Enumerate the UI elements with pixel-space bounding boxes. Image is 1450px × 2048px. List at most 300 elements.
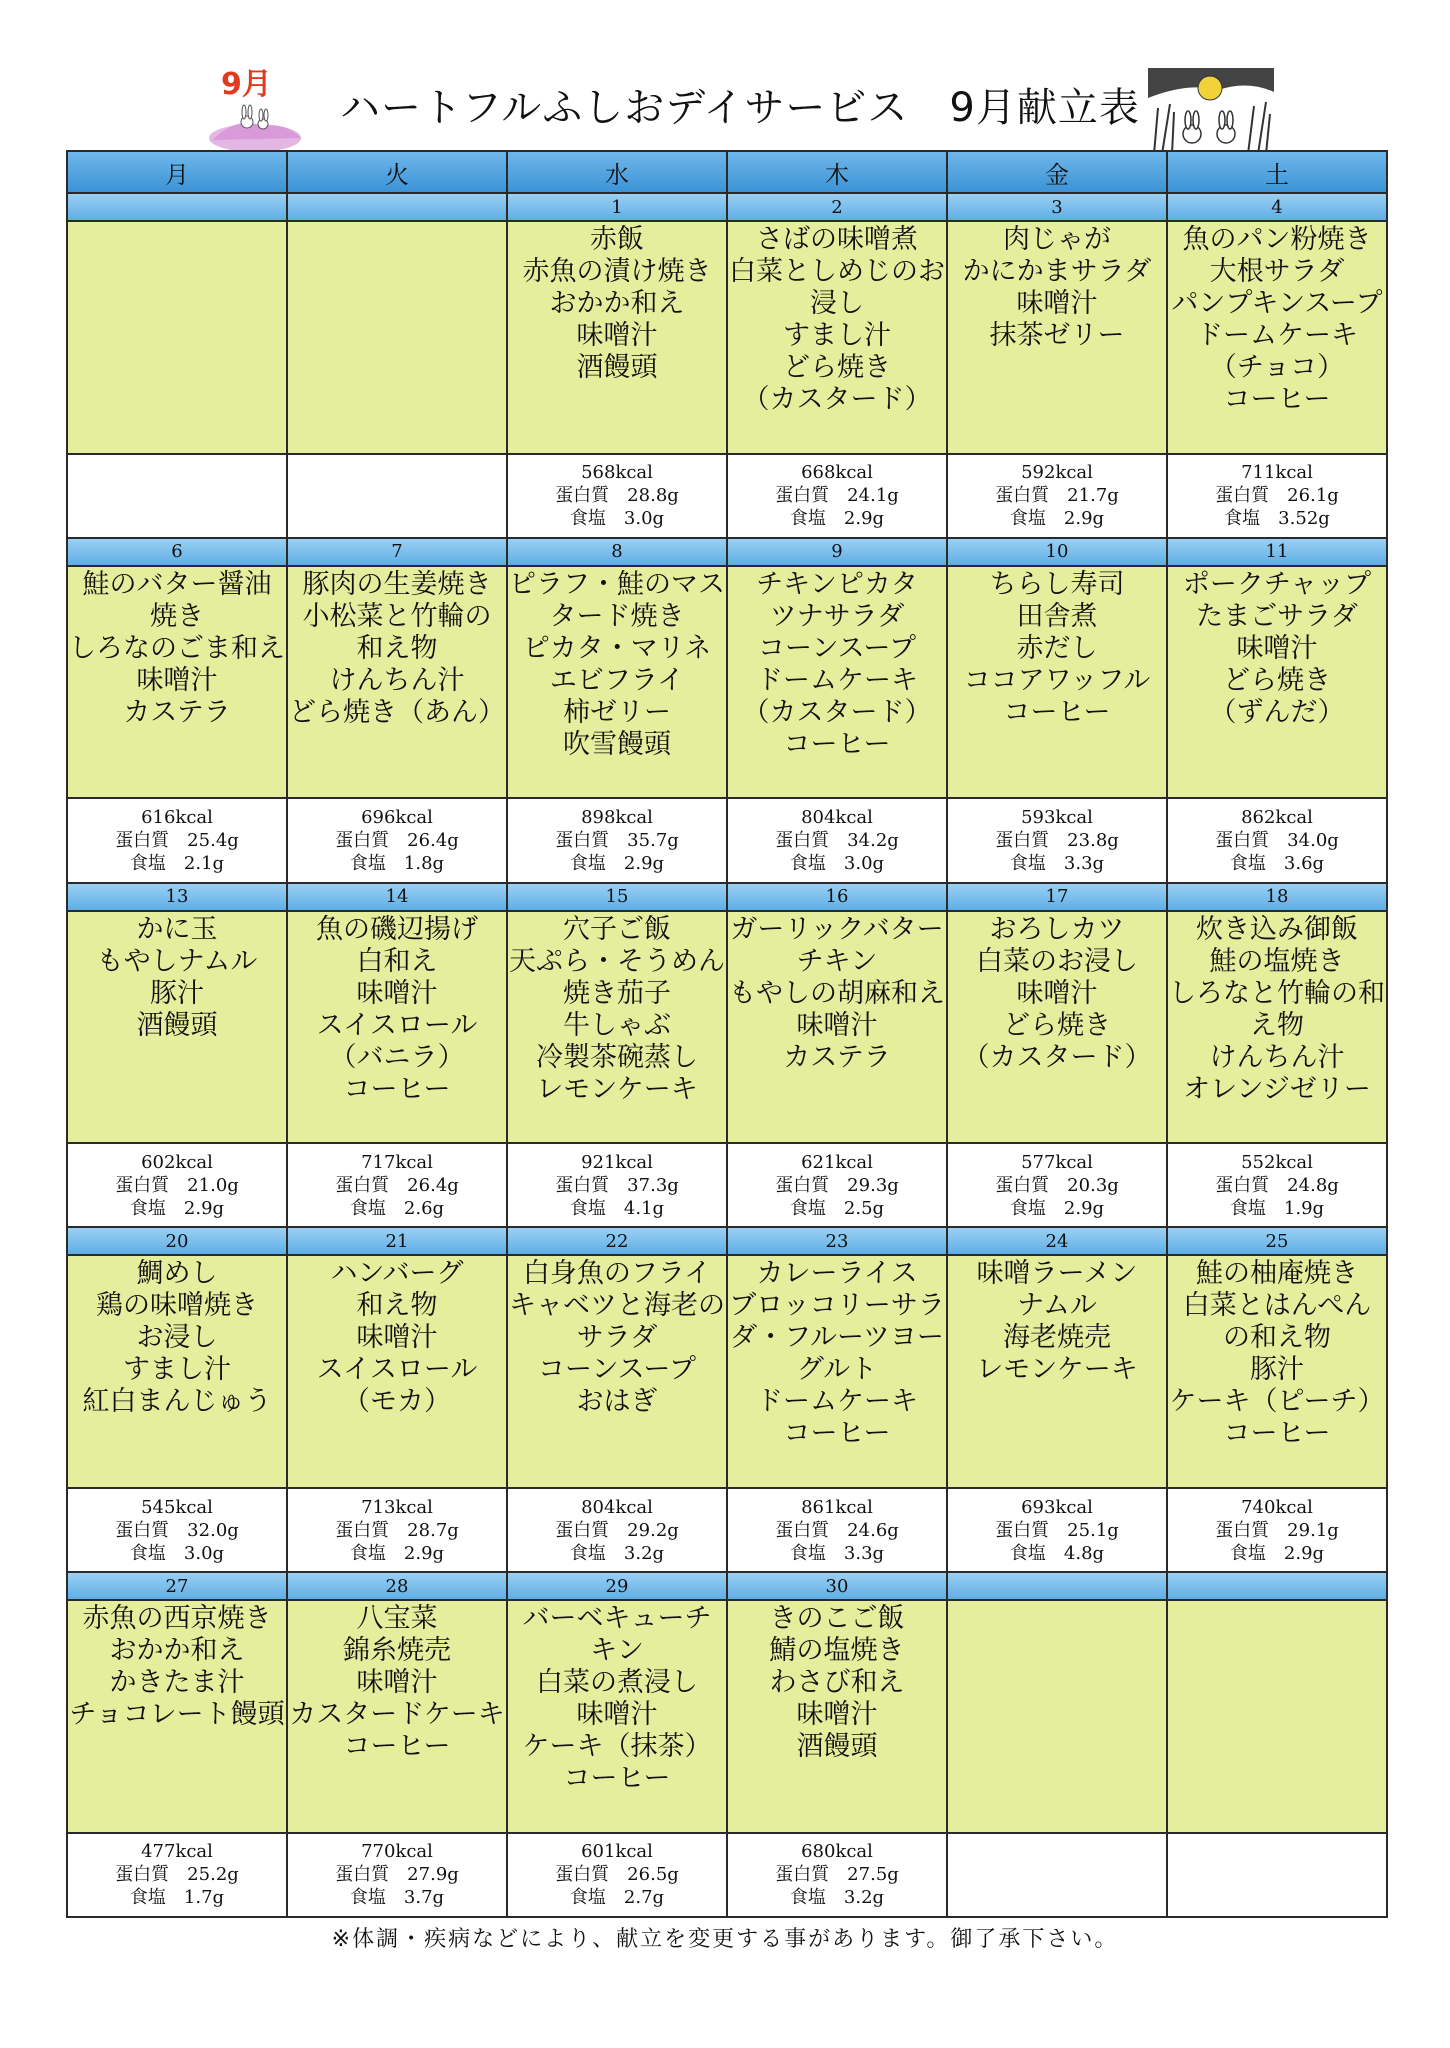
nutrition-cell	[947, 454, 1167, 538]
menu-item: 錦糸焼売	[343, 1635, 451, 1667]
day-number: 27	[67, 1572, 287, 1600]
calories-value: 696kcal	[361, 807, 433, 829]
menu-item: もやしナムル	[96, 945, 258, 977]
menu-item: どら焼き	[783, 352, 891, 384]
menu-cell	[727, 566, 947, 799]
menu-item: ツナサラダ	[769, 600, 905, 632]
menu-item: 肉じゃが	[1003, 224, 1111, 256]
nutrition-row	[67, 454, 1387, 538]
menu-item: 小松菜と竹輪の	[302, 600, 492, 632]
menu-item: もやしの胡麻和え	[729, 977, 945, 1009]
calories-value: 770kcal	[361, 1841, 433, 1863]
logo-text: 9月	[221, 67, 272, 102]
menu-item: ココアワッフル	[963, 664, 1151, 696]
nutrition-cell	[507, 1833, 727, 1917]
menu-item: かきたま汁	[109, 1667, 245, 1699]
calories-value: 616kcal	[141, 807, 213, 829]
day-number: 6	[67, 538, 287, 566]
day-number: 9	[727, 538, 947, 566]
menu-item: レモンケーキ	[976, 1354, 1138, 1386]
nutrition-cell	[67, 1833, 287, 1917]
day-number: 2	[727, 193, 947, 221]
calories-value: 804kcal	[801, 807, 873, 829]
salt-value: 食塩 2.5g	[789, 1197, 885, 1219]
menu-item: （カスタード）	[742, 384, 932, 416]
menu-item: 焼き	[150, 600, 204, 632]
salt-value: 食塩 4.8g	[1009, 1542, 1105, 1564]
menu-row	[67, 221, 1387, 454]
calories-value: 477kcal	[141, 1841, 213, 1863]
calories-value: 898kcal	[581, 807, 653, 829]
calories-value: 593kcal	[1021, 807, 1093, 829]
protein-value: 蛋白質 26.5g	[555, 1864, 679, 1886]
menu-item: 白菜とはんぺん	[1182, 1290, 1372, 1322]
menu-item: さばの味噌煮	[756, 224, 918, 256]
protein-value: 蛋白質 20.3g	[995, 1174, 1119, 1196]
menu-item: ハンバーグ	[330, 1258, 464, 1290]
menu-item: 味噌汁	[136, 664, 218, 696]
nutrition-row	[67, 798, 1387, 882]
menu-item: 焼き茄子	[563, 977, 671, 1009]
menu-item: 酒饅頭	[796, 1731, 878, 1763]
protein-value: 蛋白質 28.8g	[555, 485, 679, 507]
menu-item: コーンスープ	[758, 632, 916, 664]
menu-cell	[67, 911, 287, 1144]
salt-value: 食塩 2.1g	[129, 853, 225, 875]
menu-item: ナムル	[1017, 1290, 1097, 1322]
menu-item: 豚肉の生姜焼き	[302, 568, 492, 600]
menu-item: 和え物	[356, 1290, 438, 1322]
menu-item: 八宝菜	[356, 1603, 438, 1635]
menu-item: 白菜のお浸し	[976, 945, 1138, 977]
nutrition-cell	[67, 1143, 287, 1227]
weekday-header: 土	[1167, 151, 1387, 193]
page-header	[0, 0, 1450, 148]
menu-item: レモンケーキ	[536, 1073, 698, 1105]
nutrition-cell	[727, 798, 947, 882]
menu-item: ポークチャップ	[1182, 568, 1372, 600]
salt-value: 食塩 2.9g	[1009, 1197, 1105, 1219]
nutrition-cell	[287, 798, 507, 882]
menu-cell	[947, 911, 1167, 1144]
day-number: 25	[1167, 1227, 1387, 1255]
weekday-header-row	[67, 151, 1387, 193]
menu-row	[67, 1255, 1387, 1488]
day-number-row	[67, 193, 1387, 221]
menu-cell	[1167, 1600, 1387, 1833]
menu-cell	[507, 911, 727, 1144]
menu-cell	[947, 1600, 1167, 1833]
menu-item: 白和え	[356, 945, 438, 977]
menu-item: 抹茶ゼリー	[989, 320, 1125, 352]
protein-value: 蛋白質 27.9g	[335, 1864, 459, 1886]
protein-value: 蛋白質 37.3g	[555, 1174, 679, 1196]
menu-cell	[67, 221, 287, 454]
day-number-row	[67, 883, 1387, 911]
day-number: 24	[947, 1227, 1167, 1255]
nutrition-cell	[947, 1833, 1167, 1917]
salt-value: 食塩 3.7g	[349, 1887, 445, 1909]
menu-item: ピカタ・マリネ	[522, 632, 712, 664]
menu-item: 味噌汁	[796, 1009, 878, 1041]
menu-item: 味噌汁	[1016, 288, 1098, 320]
menu-cell	[1167, 566, 1387, 799]
menu-item: ケーキ（ピーチ）	[1169, 1386, 1385, 1418]
menu-item: 天ぷら・そうめん	[509, 945, 725, 977]
menu-item: わさび和え	[769, 1667, 905, 1699]
salt-value: 食塩 4.1g	[569, 1197, 665, 1219]
menu-item: 味噌汁	[576, 1699, 658, 1731]
menu-cell	[67, 1255, 287, 1488]
menu-item: （チョコ）	[1209, 352, 1345, 384]
day-number: 11	[1167, 538, 1387, 566]
menu-item: チョコレート饅頭	[69, 1699, 285, 1731]
salt-value: 食塩 2.9g	[1229, 1542, 1325, 1564]
menu-item: きのこご飯	[769, 1603, 905, 1635]
calories-value: 862kcal	[1241, 807, 1313, 829]
menu-cell	[507, 1255, 727, 1488]
menu-item: 白菜の煮浸し	[536, 1667, 698, 1699]
menu-item: 海老焼売	[1003, 1322, 1111, 1354]
menu-item: ちらし寿司	[989, 568, 1125, 600]
salt-value: 食塩 3.3g	[789, 1542, 885, 1564]
menu-item: （カスタード）	[962, 1041, 1152, 1073]
menu-cell	[727, 1255, 947, 1488]
menu-cell	[287, 1600, 507, 1833]
menu-item: 味噌ラーメン	[976, 1258, 1138, 1290]
menu-item: 大根サラダ	[1209, 256, 1345, 288]
salt-value: 食塩 1.9g	[1229, 1197, 1325, 1219]
menu-item: 冷製茶碗蒸し	[536, 1041, 698, 1073]
protein-value: 蛋白質 28.7g	[335, 1519, 459, 1541]
menu-item: ダ・フルーツヨー	[730, 1322, 944, 1354]
footer-note: ※体調・疾病などにより、献立を変更する事があります。御了承下さい。	[331, 1927, 1119, 1952]
weekday-header: 月	[67, 151, 287, 193]
menu-item: ケーキ（抹茶）	[522, 1731, 712, 1763]
nutrition-cell	[1167, 1143, 1387, 1227]
salt-value: 食塩 3.2g	[789, 1887, 885, 1909]
menu-item: 白身魚のフライ	[522, 1258, 712, 1290]
menu-cell	[947, 1255, 1167, 1488]
menu-item: おかか和え	[109, 1635, 245, 1667]
nutrition-cell	[507, 1488, 727, 1572]
menu-item: 酒饅頭	[576, 352, 658, 384]
menu-item: コーンスープ	[538, 1354, 696, 1386]
menu-cell	[727, 1600, 947, 1833]
day-number: 14	[287, 883, 507, 911]
salt-value: 食塩 2.9g	[129, 1197, 225, 1219]
protein-value: 蛋白質 35.7g	[555, 830, 679, 852]
menu-item: たまごサラダ	[1196, 600, 1358, 632]
menu-cell	[507, 1600, 727, 1833]
protein-value: 蛋白質 24.8g	[1215, 1174, 1339, 1196]
menu-item: 味噌汁	[1236, 632, 1318, 664]
menu-item: キャベツと海老の	[509, 1290, 725, 1322]
day-number: 28	[287, 1572, 507, 1600]
menu-item: ドームケーキ	[756, 1386, 918, 1418]
menu-item: どら焼き（あん）	[289, 696, 505, 728]
day-number	[1167, 1572, 1387, 1600]
menu-item: 牛しゃぶ	[563, 1009, 671, 1041]
menu-item: 赤魚の漬け焼き	[522, 256, 712, 288]
menu-item: 豚汁	[150, 977, 204, 1009]
menu-cell	[1167, 1255, 1387, 1488]
menu-item: カステラ	[123, 696, 231, 728]
salt-value: 食塩 3.6g	[1229, 853, 1325, 875]
menu-item: 豚汁	[1250, 1354, 1304, 1386]
protein-value: 蛋白質 34.2g	[775, 830, 899, 852]
calories-value: 713kcal	[361, 1496, 433, 1518]
calories-value: 740kcal	[1241, 1496, 1313, 1518]
menu-item: どら焼き	[1223, 664, 1331, 696]
nutrition-cell	[727, 1833, 947, 1917]
day-number: 22	[507, 1227, 727, 1255]
menu-item: サラダ	[576, 1322, 658, 1354]
menu-item: 味噌汁	[1016, 977, 1098, 1009]
menu-item: 鶏の味噌焼き	[96, 1290, 258, 1322]
menu-item: おかか和え	[549, 288, 685, 320]
menu-item: かに玉	[136, 913, 218, 945]
nutrition-cell	[947, 798, 1167, 882]
menu-item: オレンジゼリー	[1183, 1073, 1371, 1105]
day-number: 15	[507, 883, 727, 911]
protein-value: 蛋白質 32.0g	[115, 1519, 239, 1541]
protein-value: 蛋白質 24.1g	[775, 485, 899, 507]
menu-cell	[947, 566, 1167, 799]
menu-row	[67, 1600, 1387, 1833]
menu-item: 赤だし	[1016, 632, 1098, 664]
menu-item: すまし汁	[783, 320, 891, 352]
protein-value: 蛋白質 25.1g	[995, 1519, 1119, 1541]
menu-item: 和え物	[356, 632, 438, 664]
menu-item: キン	[590, 1635, 644, 1667]
nutrition-cell	[507, 798, 727, 882]
weekday-header: 金	[947, 151, 1167, 193]
menu-cell	[507, 221, 727, 454]
salt-value: 食塩 1.7g	[129, 1887, 225, 1909]
menu-item: コーヒー	[1003, 696, 1111, 728]
menu-item: カステラ	[783, 1041, 891, 1073]
menu-item: 紅白まんじゅう	[82, 1386, 272, 1418]
menu-item: グルト	[796, 1354, 878, 1386]
menu-item: 味噌汁	[576, 320, 658, 352]
menu-item: お浸し	[136, 1322, 218, 1354]
menu-item: コーヒー	[1223, 384, 1331, 416]
menu-item: 味噌汁	[356, 1322, 438, 1354]
protein-value: 蛋白質 25.2g	[115, 1864, 239, 1886]
menu-item: タード焼き	[549, 600, 685, 632]
nutrition-cell	[727, 454, 947, 538]
menu-item: パンプキンスープ	[1171, 288, 1383, 320]
salt-value: 食塩 3.2g	[569, 1542, 665, 1564]
menu-item: （バニラ）	[329, 1041, 465, 1073]
menu-item: 鮭のバター醤油	[82, 568, 272, 600]
weekday-header: 木	[727, 151, 947, 193]
calories-value: 568kcal	[581, 462, 653, 484]
nutrition-cell	[947, 1488, 1167, 1572]
day-number: 17	[947, 883, 1167, 911]
day-number: 18	[1167, 883, 1387, 911]
menu-item: スイスロール	[316, 1354, 478, 1386]
menu-item: カスタードケーキ	[289, 1699, 505, 1731]
menu-item: 味噌汁	[796, 1699, 878, 1731]
nutrition-row	[67, 1488, 1387, 1572]
menu-item: おろしカツ	[989, 913, 1125, 945]
menu-cell	[67, 1600, 287, 1833]
menu-cell	[287, 911, 507, 1144]
menu-item: すまし汁	[123, 1354, 231, 1386]
calories-value: 921kcal	[581, 1151, 653, 1173]
menu-item: 味噌汁	[356, 977, 438, 1009]
nutrition-cell	[1167, 454, 1387, 538]
menu-item: （モカ）	[343, 1386, 451, 1418]
calories-value: 804kcal	[581, 1496, 653, 1518]
protein-value: 蛋白質 26.4g	[335, 830, 459, 852]
menu-item: コーヒー	[563, 1763, 671, 1795]
menu-item: どら焼き	[1003, 1009, 1111, 1041]
nutrition-cell	[67, 1488, 287, 1572]
menu-item: 浸し	[810, 288, 864, 320]
salt-value: 食塩 1.8g	[349, 853, 445, 875]
day-number: 7	[287, 538, 507, 566]
day-number: 1	[507, 193, 727, 221]
menu-item: 魚のパン粉焼き	[1182, 224, 1372, 256]
menu-item: 炊き込み御飯	[1196, 913, 1358, 945]
menu-item: 柿ゼリー	[563, 696, 671, 728]
menu-cell	[727, 221, 947, 454]
moon-rabbits-illustration	[1148, 68, 1274, 158]
menu-cell	[287, 566, 507, 799]
calories-value: 601kcal	[581, 1841, 653, 1863]
menu-item: ブロッコリーサラ	[729, 1290, 945, 1322]
calories-value: 693kcal	[1021, 1496, 1093, 1518]
menu-item: チキン	[796, 945, 878, 977]
salt-value: 食塩 2.9g	[569, 853, 665, 875]
protein-value: 蛋白質 29.3g	[775, 1174, 899, 1196]
nutrition-cell	[287, 1833, 507, 1917]
nutrition-cell	[947, 1143, 1167, 1227]
day-number: 10	[947, 538, 1167, 566]
protein-value: 蛋白質 34.0g	[1215, 830, 1339, 852]
menu-item: おはぎ	[576, 1386, 658, 1418]
calories-value: 717kcal	[361, 1151, 433, 1173]
menu-item: コーヒー	[343, 1731, 451, 1763]
menu-cell	[287, 1255, 507, 1488]
menu-item: しろなと竹輪の和	[1169, 977, 1385, 1009]
menu-item: 鯛めし	[136, 1258, 218, 1290]
day-number	[67, 193, 287, 221]
menu-item: （ずんだ）	[1209, 696, 1345, 728]
menu-item: ドームケーキ	[756, 664, 918, 696]
menu-item: ピラフ・鮭のマス	[509, 568, 725, 600]
nutrition-cell	[67, 454, 287, 538]
menu-item: カレーライス	[756, 1258, 918, 1290]
menu-cell	[727, 911, 947, 1144]
calories-value: 711kcal	[1241, 462, 1313, 484]
calories-value: 552kcal	[1241, 1151, 1313, 1173]
protein-value: 蛋白質 29.1g	[1215, 1519, 1339, 1541]
menu-item: 穴子ご飯	[563, 913, 671, 945]
salt-value: 食塩 3.0g	[569, 508, 665, 530]
menu-item: コーヒー	[1223, 1418, 1331, 1450]
menu-cell	[507, 566, 727, 799]
menu-item: けんちん汁	[1209, 1041, 1345, 1073]
salt-value: 食塩 2.7g	[569, 1887, 665, 1909]
menu-row	[67, 911, 1387, 1144]
protein-value: 蛋白質 23.8g	[995, 830, 1119, 852]
salt-value: 食塩 2.9g	[1009, 508, 1105, 530]
salt-value: 食塩 3.0g	[789, 853, 885, 875]
menu-calendar	[66, 150, 1388, 1918]
menu-item: え物	[1250, 1009, 1304, 1041]
nutrition-cell	[507, 454, 727, 538]
nutrition-cell	[1167, 1833, 1387, 1917]
menu-item: エビフライ	[549, 664, 685, 696]
nutrition-cell	[727, 1143, 947, 1227]
menu-item: の和え物	[1223, 1322, 1331, 1354]
menu-cell	[947, 221, 1167, 454]
day-number: 3	[947, 193, 1167, 221]
menu-item: 鮭の塩焼き	[1209, 945, 1345, 977]
nutrition-cell	[1167, 1488, 1387, 1572]
nutrition-cell	[727, 1488, 947, 1572]
september-rabbit-logo	[205, 60, 305, 152]
menu-item: コーヒー	[343, 1073, 451, 1105]
day-number-row	[67, 1227, 1387, 1255]
calories-value: 545kcal	[141, 1496, 213, 1518]
menu-item: 味噌汁	[356, 1667, 438, 1699]
nutrition-cell	[287, 1488, 507, 1572]
calories-value: 680kcal	[801, 1841, 873, 1863]
menu-item: スイスロール	[316, 1009, 478, 1041]
menu-item: ドームケーキ	[1196, 320, 1358, 352]
menu-cell	[287, 221, 507, 454]
day-number: 16	[727, 883, 947, 911]
menu-item: ガーリックバター	[730, 913, 944, 945]
menu-item: 白菜としめじのお	[729, 256, 945, 288]
menu-item: 魚の磯辺揚げ	[316, 913, 478, 945]
nutrition-cell	[287, 1143, 507, 1227]
menu-row	[67, 566, 1387, 799]
salt-value: 食塩 2.9g	[789, 508, 885, 530]
menu-item: 鮭の柚庵焼き	[1196, 1258, 1358, 1290]
weekday-header: 火	[287, 151, 507, 193]
protein-value: 蛋白質 21.7g	[995, 485, 1119, 507]
calories-value: 668kcal	[801, 462, 873, 484]
calories-value: 592kcal	[1021, 462, 1093, 484]
menu-item: けんちん汁	[329, 664, 465, 696]
day-number: 13	[67, 883, 287, 911]
protein-value: 蛋白質 26.4g	[335, 1174, 459, 1196]
day-number	[287, 193, 507, 221]
menu-item: 赤魚の西京焼き	[82, 1603, 272, 1635]
nutrition-cell	[67, 798, 287, 882]
nutrition-row	[67, 1833, 1387, 1917]
salt-value: 食塩 3.3g	[1009, 853, 1105, 875]
weekday-header: 水	[507, 151, 727, 193]
day-number-row	[67, 1572, 1387, 1600]
calories-value: 861kcal	[801, 1496, 873, 1518]
calories-value: 602kcal	[141, 1151, 213, 1173]
menu-item: バーベキューチ	[522, 1603, 712, 1635]
menu-cell	[67, 566, 287, 799]
nutrition-cell	[1167, 798, 1387, 882]
day-number-row	[67, 538, 1387, 566]
menu-item: チキンピカタ	[756, 568, 918, 600]
menu-item: コーヒー	[783, 1418, 891, 1450]
salt-value: 食塩 2.9g	[349, 1542, 445, 1564]
calories-value: 577kcal	[1021, 1151, 1093, 1173]
